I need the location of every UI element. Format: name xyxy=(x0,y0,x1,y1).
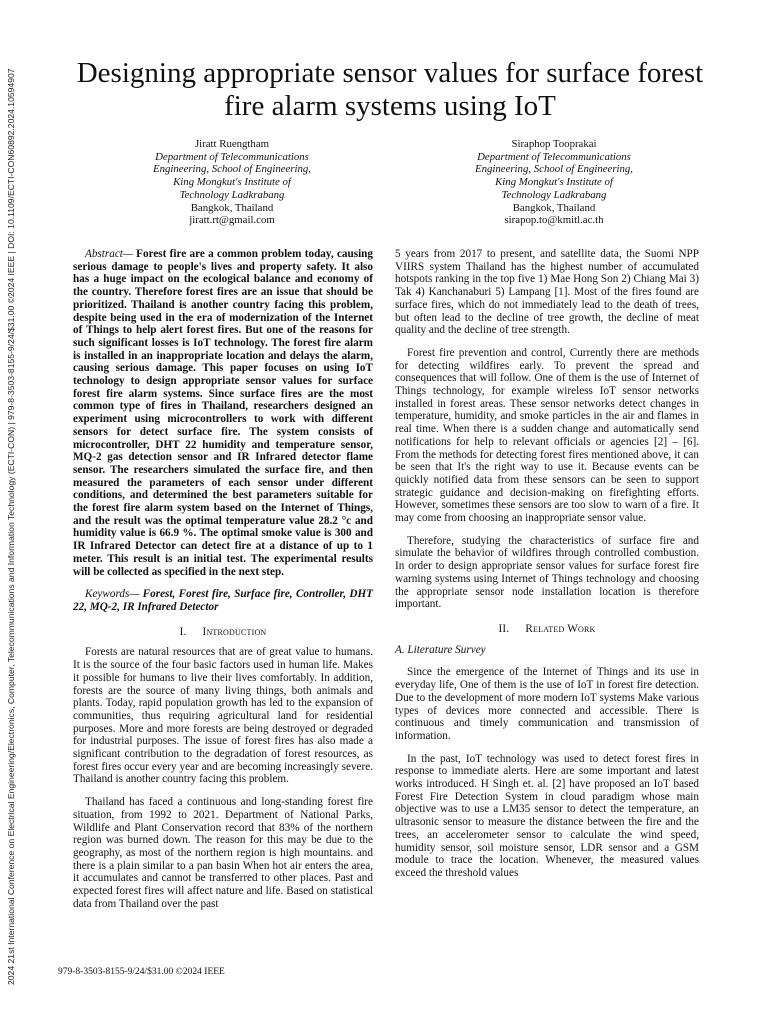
author-location: Bangkok, Thailand xyxy=(190,201,274,214)
author-affiliation-line: King Mongkut's Institute of xyxy=(173,176,291,189)
page-footer: 979-8-3503-8155-9/24/$31.00 ©2024 IEEE xyxy=(58,967,225,977)
author-block-2 xyxy=(424,138,684,227)
author-affiliation-line: Technology Ladkrabang xyxy=(179,188,285,201)
abstract xyxy=(73,248,373,578)
keywords-label: Keywords— xyxy=(85,588,140,601)
author-affiliation-line: Department of Telecommunications xyxy=(477,150,631,163)
right-column xyxy=(395,248,699,880)
author-name: Siraphop Tooprakai xyxy=(511,138,597,150)
author-affiliation-line: Department of Telecommunications xyxy=(155,150,309,163)
paragraph: 5 years from 2017 to present, and satellite data, the Suomi NPP VIIRS system Thailand has the highest number of accumulated hotspots ranking in the top five 1) Mae Hong Son 2) Chiang Mai 3) Tak 4) Kanchanaburi 5) Lampang [1]. Most of the fires found are surface fires, which do not immediately lead to the death of trees, but often lead to the decline of tree growth, the decline of meat quality and the decline of tree strength. xyxy=(395,248,699,337)
author-location: Bangkok, Thailand xyxy=(512,201,596,214)
paragraph: In the past, IoT technology was used to detect forest fires in response to immediate alerts. Here are some important and latest works introduced. H Singh et. al. [2] have proposed an IoT based Forest Fire Detection System in cloud paradigm whose main objective was to use a LM35 sensor to detect the temperature, an ultrasonic sensor to measure the distance between the fire and the trees, an accelerometer sensor to calculate the wind speed, humidity sensor, soil moisture sensor, LDR sensor and a GSM module to trace the location. Whenever, the measured values exceed the threshold values xyxy=(395,752,699,879)
paragraph: Forests are natural resources that are of great value to humans. It is the source of the four basic factors used in human life. Makes it possible for humans to live their lives comfortably. In addition, forests are the source of many living things, both animals and plants. Today, rapid population growth has led to the expansion of communities, thus requiring agricultural land for residential purposes. More and more forests are being destroyed or degraded for industrial purposes. The issue of forest fires has also made a significant contribution to the degradation of forest resources, as forest fires occur every year and are becoming increasingly severe. Thailand is another country facing this problem. xyxy=(73,646,373,786)
author-name: Jiratt Ruengtham xyxy=(194,138,270,150)
section-title: Related Work xyxy=(525,622,596,635)
author-affiliation-line: Engineering, School of Engineering, xyxy=(152,163,312,176)
keywords-text: Forest, Forest fire, Surface fire, Controller, DHT 22, MQ-2, IR Infrared Detector xyxy=(73,588,373,613)
sidebar-citation: 2024 21st International Conference on Electrical Engineering/Electronics, Computer, Telecommunications and Information Technology (ECTI-CON) | 979-8-3503-8155-9/24/$31.00 ©2024 IEEE | DOI: 10.1109/ECTI-CON60892.2024.10594907 xyxy=(6,68,16,985)
section-number: I. xyxy=(179,625,187,638)
left-column xyxy=(73,248,373,910)
author-affiliation-line: King Mongkut's Institute of xyxy=(495,176,613,189)
section-number: II. xyxy=(498,622,510,635)
author-block-1 xyxy=(102,138,362,227)
section-heading-related-work xyxy=(395,623,699,636)
abstract-text: Forest fire are a common problem today, causing serious damage to people's lives and property safety. It also has a huge impact on the ecological balance and economy of the country. Therefore forest fires are an issue that should be prioritized. Thailand is another country facing this problem, despite being used in the era of modernization of the Internet of Things to help alert forest fires. But one of the reasons for such significant losses is IoT technology. The forest fire alarm is installed in an inappropriate location and delays the alarm, causing serious damage. This paper focuses on using IoT technology to design appropriate sensor values for surface forest fire alarm systems. Since surface fires are the most common type of fires in Thailand, researchers designed an experiment using microcontrollers to work with different sensors for detect surface fire. The system consists of microcontroller, DHT 22 humidity and temperature sensor, MQ-2 gas detection sensor and IR Infrared detector flame sensor. The researchers simulated the surface fire, and then measured the parameters of each sensor under different conditions, and determined the best parameters suitable for the forest fire alarm system based on the Internet of Things, and the result was the optimal temperature value 28.2 °c and humidity value is 66.9 %. The optimal smoke value is 300 and IR Infrared Detector can detect fire at a distance of up to 1 meter. This result is an initial test. The experimental results will be collected as specified in the next step. xyxy=(73,248,373,578)
keywords xyxy=(73,588,373,613)
subsection-heading: A. Literature Survey xyxy=(395,643,486,656)
author-affiliation-line: Technology Ladkrabang xyxy=(501,188,607,201)
paragraph: Forest fire prevention and control, Currently there are methods for detecting wildfires early. To prevent the spread and consequences that will follow. One of them is the use of Internet of Things technology, for example wireless IoT sensor networks installed in forest areas. These sensor networks detect changes in temperature, humidity, and smoke particles in the air and flames in real time. When there is a sudden change and automatically send notifications for help to relevant officials or agencies [2] – [6]. From the methods for detecting forest fires mentioned above, it can be seen that It's the right way to use it. Because events can be quickly notified data from these sensors can be seen to support strategic guidance and decision-making on firefighting efforts. However, sometimes these sensors are too slow to warn of a fire. It may come from choosing an inappropriate sensor value. xyxy=(395,346,699,525)
paragraph: Since the emergence of the Internet of Things and its use in everyday life, One of them is the use of IoT in forest fire detection. Due to the development of more modern IoT systems Make various types of devices more connected and accessible. There is continuous and timely communication and transmission of information. xyxy=(395,666,699,742)
section-heading-introduction xyxy=(73,626,373,639)
abstract-label: Abstract— xyxy=(85,248,133,260)
paragraph: Thailand has faced a continuous and long-standing forest fire situation, from 1992 to 2021. Department of National Parks, Wildlife and Plant Conservation record that 83% of the northern region was burned down. The reason for this may be due to the geography, as most of the northern region is high mountains. and there is a plain similar to a pan basin When hot air enters the area, it accumulates and cannot be transferred to other places. Past and expected forest fires will affect nature and life. Based on statistical data from Thailand over the past xyxy=(73,796,373,910)
paragraph: Therefore, studying the characteristics of surface fire and simulate the behavior of wildfires through controlled combustion. In order to design appropriate sensor values for surface forest fire warning systems using Internet of Things technology and choosing the appropriate sensor node installation location is therefore important. xyxy=(395,534,699,611)
author-affiliation-line: Engineering, School of Engineering, xyxy=(474,163,634,176)
paper-title: Designing appropriate sensor values for surface forest fire alarm systems using IoT xyxy=(76,57,704,122)
section-title: Introduction xyxy=(202,625,267,638)
author-email: sirapop.to@kmitl.ac.th xyxy=(504,214,604,227)
doi-sidebar xyxy=(4,0,18,1024)
author-email: jiratt.rt@gmail.com xyxy=(189,214,275,227)
